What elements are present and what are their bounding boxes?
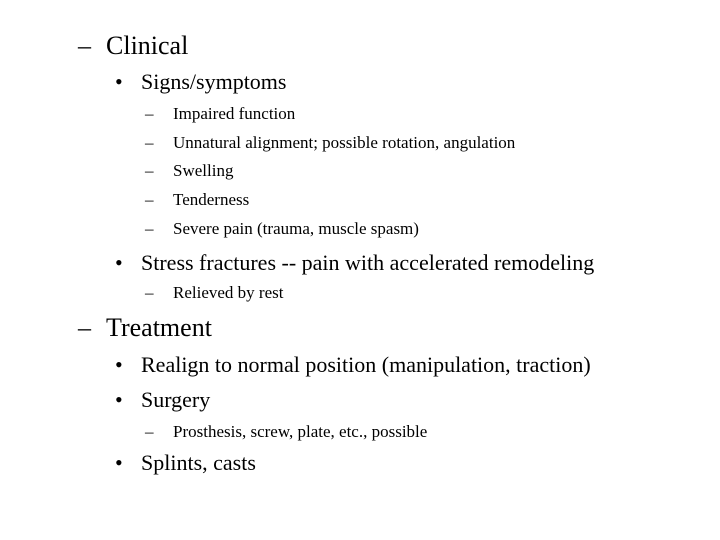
dash-marker: – xyxy=(145,133,154,152)
stress-fractures-label: Stress fractures -- pain with accelerated remodeling xyxy=(141,250,595,275)
stress-item-text: Relieved by rest xyxy=(173,283,284,302)
stress-item xyxy=(145,284,283,301)
signs-symptoms-line xyxy=(115,71,286,93)
realign-line xyxy=(115,354,591,376)
sign-item xyxy=(145,134,515,151)
splints-label: Splints, casts xyxy=(141,450,256,475)
dash-marker: – xyxy=(145,422,154,441)
dash-marker: – xyxy=(145,283,154,302)
clinical-heading-line xyxy=(78,33,188,59)
bullet-marker: • xyxy=(115,352,123,377)
treatment-heading-line xyxy=(78,315,212,341)
sign-item xyxy=(145,220,419,237)
bullet-marker: • xyxy=(115,387,123,412)
treatment-heading: Treatment xyxy=(106,313,212,342)
dash-marker: – xyxy=(145,104,154,123)
sign-item-text: Tenderness xyxy=(173,190,250,209)
surgery-item xyxy=(145,423,427,440)
surgery-label: Surgery xyxy=(141,387,211,412)
signs-symptoms-label: Signs/symptoms xyxy=(141,69,287,94)
bullet-marker: • xyxy=(115,250,123,275)
stress-fractures-line xyxy=(115,252,594,274)
dash-marker: – xyxy=(145,219,154,238)
dash-marker: – xyxy=(78,31,91,60)
clinical-heading: Clinical xyxy=(106,31,189,60)
bullet-marker: • xyxy=(115,450,123,475)
surgery-line xyxy=(115,389,210,411)
bullet-marker: • xyxy=(115,69,123,94)
sign-item xyxy=(145,162,233,179)
sign-item-text: Swelling xyxy=(173,161,234,180)
sign-item xyxy=(145,191,249,208)
dash-marker: – xyxy=(145,190,154,209)
splints-line xyxy=(115,452,256,474)
surgery-item-text: Prosthesis, screw, plate, etc., possible xyxy=(173,422,428,441)
sign-item-text: Impaired function xyxy=(173,104,296,123)
dash-marker: – xyxy=(78,313,91,342)
sign-item xyxy=(145,105,295,122)
sign-item-text: Unnatural alignment; possible rotation, angulation xyxy=(173,133,516,152)
realign-label: Realign to normal position (manipulation, traction) xyxy=(141,352,591,377)
sign-item-text: Severe pain (trauma, muscle spasm) xyxy=(173,219,419,238)
dash-marker: – xyxy=(145,161,154,180)
